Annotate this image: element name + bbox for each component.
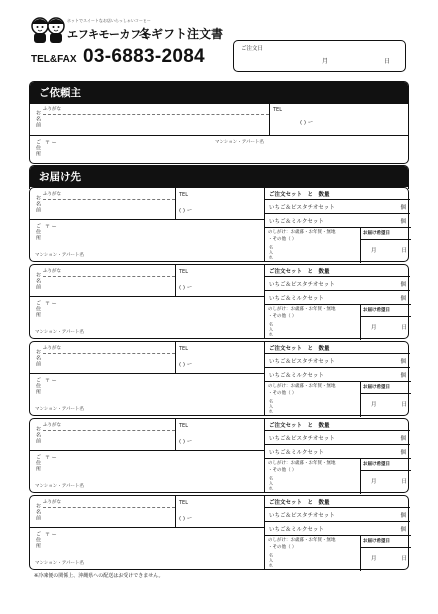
delivery-month: 月: [371, 402, 377, 408]
noshi-options: のしがけ：お歳暮・お年賀・無地: [268, 307, 336, 312]
noshi-other: ・その他（ ）: [268, 391, 297, 396]
destination-name-label: お名前: [35, 503, 41, 521]
noshi-selector[interactable]: [265, 458, 360, 494]
order-date-label: ご注文日: [241, 46, 264, 52]
delivery-divider: [361, 393, 411, 394]
noshi-selector[interactable]: [265, 227, 360, 263]
item-strawberry-milk: いちご＆ミルクセット: [269, 219, 324, 225]
item-strawberry-pistachio: いちご＆ピスタチオセット: [269, 359, 335, 365]
item-strawberry-milk: いちご＆ミルクセット: [269, 527, 324, 533]
item-unit: 個: [400, 513, 406, 519]
delivery-date-label: お届け希望日: [363, 385, 390, 390]
destination-block-5: [29, 495, 409, 570]
noshi-other: ・その他（ ）: [268, 314, 297, 319]
destination-postal[interactable]: 〒 ー: [45, 378, 57, 384]
item-unit: 個: [400, 359, 406, 365]
mascot-logo-icon: [29, 14, 69, 50]
item-strawberry-pistachio-row[interactable]: [265, 507, 410, 521]
destination-block-3: [29, 341, 409, 416]
delivery-divider: [361, 316, 411, 317]
delivery-month: 月: [371, 556, 377, 562]
destination-furigana-label: ふりがな: [43, 500, 61, 505]
item-unit: 個: [400, 296, 406, 302]
delivery-month: 月: [371, 479, 377, 485]
tel-fax-label: TEL&FAX: [31, 54, 77, 65]
item-strawberry-milk-row[interactable]: [265, 444, 410, 458]
order-set-panel-2: [264, 265, 410, 338]
destination-mansion-label: マンション・アパート名: [35, 561, 84, 566]
delivery-month: 月: [371, 248, 377, 254]
requester-heading: ご依頼主: [30, 82, 408, 103]
noshi-selector[interactable]: [265, 535, 360, 571]
order-date-month: 月: [322, 58, 329, 65]
destination-mansion-label: マンション・アパート名: [35, 330, 84, 335]
delivery-divider: [361, 547, 411, 548]
destination-left-4: [30, 419, 264, 492]
name-tel-divider: [175, 419, 176, 450]
item-strawberry-pistachio: いちご＆ピスタチオセット: [269, 513, 335, 519]
furigana-divider: [43, 430, 175, 431]
noshi-options: のしがけ：お歳暮・お年賀・無地: [268, 461, 336, 466]
requester-section: [29, 81, 409, 164]
destination-tel-label: TEL: [179, 192, 188, 198]
item-strawberry-pistachio-row[interactable]: [265, 276, 410, 290]
furigana-divider: [43, 114, 269, 115]
destination-tel-label: TEL: [179, 346, 188, 352]
destination-address-label: ご住所: [35, 377, 41, 395]
destination-block-1: [29, 187, 409, 262]
delivery-day: 日: [401, 479, 407, 485]
delivery-divider: [361, 239, 411, 240]
set-header: ご注文セット と 数量: [269, 192, 330, 198]
name-tel-divider: [175, 265, 176, 296]
delivery-month: 月: [371, 325, 377, 331]
order-date-field[interactable]: [233, 40, 406, 72]
name-tel-divider: [269, 104, 270, 136]
item-strawberry-pistachio: いちご＆ピスタチオセット: [269, 282, 335, 288]
order-set-panel-1: [264, 188, 410, 261]
noshi-selector[interactable]: [265, 381, 360, 417]
requester-mansion-label: マンション・アパート名: [215, 140, 264, 145]
name-tel-divider: [175, 342, 176, 373]
delivery-day: 日: [401, 248, 407, 254]
order-set-panel-5: [264, 496, 410, 569]
destination-heading: お届け先: [30, 166, 408, 187]
item-strawberry-milk: いちご＆ミルクセット: [269, 296, 324, 302]
delivery-day: 日: [401, 556, 407, 562]
name-entry-label: 名入れ: [269, 553, 274, 568]
destination-postal[interactable]: 〒 ー: [45, 455, 57, 461]
item-strawberry-pistachio-row[interactable]: [265, 430, 410, 444]
name-tel-divider: [175, 496, 176, 527]
item-strawberry-pistachio: いちご＆ピスタチオセット: [269, 205, 335, 211]
destination-address-label: ご住所: [35, 300, 41, 318]
item-strawberry-milk-row[interactable]: [265, 367, 410, 381]
tel-fax-number: 03-6883-2084: [83, 46, 205, 67]
requester-name-row[interactable]: [30, 103, 408, 135]
delivery-day: 日: [401, 325, 407, 331]
destination-tel-label: TEL: [179, 423, 188, 429]
noshi-selector[interactable]: [265, 304, 360, 340]
destination-mansion-label: マンション・アパート名: [35, 484, 84, 489]
name-entry-label: 名入れ: [269, 322, 274, 337]
delivery-date-label: お届け希望日: [363, 462, 390, 467]
brand-name: エフキモーカフェ: [67, 28, 151, 41]
destination-tel-input[interactable]: ( ) ー: [179, 439, 193, 445]
requester-postal[interactable]: 〒 ー: [45, 140, 57, 146]
destination-address-label: ご住所: [35, 531, 41, 549]
brand-tagline: ホットでスイートなお店いらっしゃいコーヒー: [67, 18, 151, 23]
footnote: ※冷凍便の関係上、沖縄県への配送はお受けできません。: [34, 573, 164, 579]
set-header: ご注文セット と 数量: [269, 269, 330, 275]
destination-tel-label: TEL: [179, 500, 188, 506]
item-unit: 個: [400, 282, 406, 288]
noshi-options: のしがけ：お歳暮・お年賀・無地: [268, 230, 336, 235]
name-entry-label: 名入れ: [269, 476, 274, 491]
destination-address-label: ご住所: [35, 454, 41, 472]
item-strawberry-pistachio-row[interactable]: [265, 199, 410, 213]
delivery-date-field[interactable]: [360, 304, 411, 340]
delivery-date-field[interactable]: [360, 458, 411, 494]
destination-tel-input[interactable]: ( ) ー: [179, 285, 193, 291]
item-strawberry-pistachio: いちご＆ピスタチオセット: [269, 436, 335, 442]
destination-heading-box: [29, 165, 409, 189]
requester-name-label: お名前: [35, 110, 41, 128]
item-strawberry-milk-row[interactable]: [265, 290, 410, 304]
requester-address-label: ご住所: [35, 139, 41, 157]
requester-address-row[interactable]: [30, 135, 408, 163]
delivery-divider: [361, 470, 411, 471]
address-divider: [30, 219, 264, 220]
destination-left-1: [30, 188, 264, 261]
requester-tel-input[interactable]: ( ) ー: [300, 120, 314, 126]
item-strawberry-milk: いちご＆ミルクセット: [269, 450, 324, 456]
name-entry-label: 名入れ: [269, 245, 274, 260]
destination-mansion-label: マンション・アパート名: [35, 407, 84, 412]
item-unit: 個: [400, 527, 406, 533]
destination-address-label: ご住所: [35, 223, 41, 241]
name-tel-divider: [175, 188, 176, 219]
order-set-panel-4: [264, 419, 410, 492]
furigana-divider: [43, 353, 175, 354]
item-strawberry-milk: いちご＆ミルクセット: [269, 373, 324, 379]
noshi-options: のしがけ：お歳暮・お年賀・無地: [268, 384, 336, 389]
destination-tel-label: TEL: [179, 269, 188, 275]
destination-left-2: [30, 265, 264, 338]
delivery-day: 日: [401, 402, 407, 408]
item-strawberry-milk-row[interactable]: [265, 213, 410, 227]
set-header: ご注文セット と 数量: [269, 500, 330, 506]
destination-postal[interactable]: 〒 ー: [45, 532, 57, 538]
item-unit: 個: [400, 373, 406, 379]
destination-block-4: [29, 418, 409, 493]
destination-furigana-label: ふりがな: [43, 192, 61, 197]
destination-postal[interactable]: 〒 ー: [45, 224, 57, 230]
requester-tel-label: TEL: [273, 107, 282, 113]
set-header: ご注文セット と 数量: [269, 346, 330, 352]
delivery-date-label: お届け希望日: [363, 539, 390, 544]
destination-left-5: [30, 496, 264, 569]
delivery-date-label: お届け希望日: [363, 308, 390, 313]
delivery-date-field[interactable]: [360, 381, 411, 417]
address-divider: [30, 296, 264, 297]
destination-block-2: [29, 264, 409, 339]
item-unit: 個: [400, 450, 406, 456]
furigana-divider: [43, 199, 175, 200]
noshi-options: のしがけ：お歳暮・お年賀・無地: [268, 538, 336, 543]
furigana-divider: [43, 507, 175, 508]
destination-postal[interactable]: 〒 ー: [45, 301, 57, 307]
delivery-date-field[interactable]: [360, 535, 411, 571]
delivery-date-field[interactable]: [360, 227, 411, 263]
item-strawberry-pistachio-row[interactable]: [265, 353, 410, 367]
destination-furigana-label: ふりがな: [43, 269, 61, 274]
page-title: 冬ギフト注文書: [139, 27, 224, 41]
destination-tel-input[interactable]: ( ) ー: [179, 516, 193, 522]
item-unit: 個: [400, 219, 406, 225]
item-unit: 個: [400, 205, 406, 211]
name-entry-label: 名入れ: [269, 399, 274, 414]
destination-furigana-label: ふりがな: [43, 346, 61, 351]
address-divider: [30, 373, 264, 374]
destination-name-label: お名前: [35, 195, 41, 213]
destination-name-label: お名前: [35, 426, 41, 444]
noshi-other: ・その他（ ）: [268, 545, 297, 550]
destination-name-label: お名前: [35, 272, 41, 290]
order-date-day: 日: [384, 58, 391, 65]
destination-tel-input[interactable]: ( ) ー: [179, 208, 193, 214]
destination-tel-input[interactable]: ( ) ー: [179, 362, 193, 368]
destination-mansion-label: マンション・アパート名: [35, 253, 84, 258]
destination-left-3: [30, 342, 264, 415]
destination-furigana-label: ふりがな: [43, 423, 61, 428]
item-unit: 個: [400, 436, 406, 442]
requester-furigana-label: ふりがな: [43, 107, 61, 112]
address-divider: [30, 450, 264, 451]
noshi-other: ・その他（ ）: [268, 237, 297, 242]
delivery-date-label: お届け希望日: [363, 231, 390, 236]
set-header: ご注文セット と 数量: [269, 423, 330, 429]
order-set-panel-3: [264, 342, 410, 415]
furigana-divider: [43, 276, 175, 277]
address-divider: [30, 527, 264, 528]
item-strawberry-milk-row[interactable]: [265, 521, 410, 535]
noshi-other: ・その他（ ）: [268, 468, 297, 473]
destination-name-label: お名前: [35, 349, 41, 367]
